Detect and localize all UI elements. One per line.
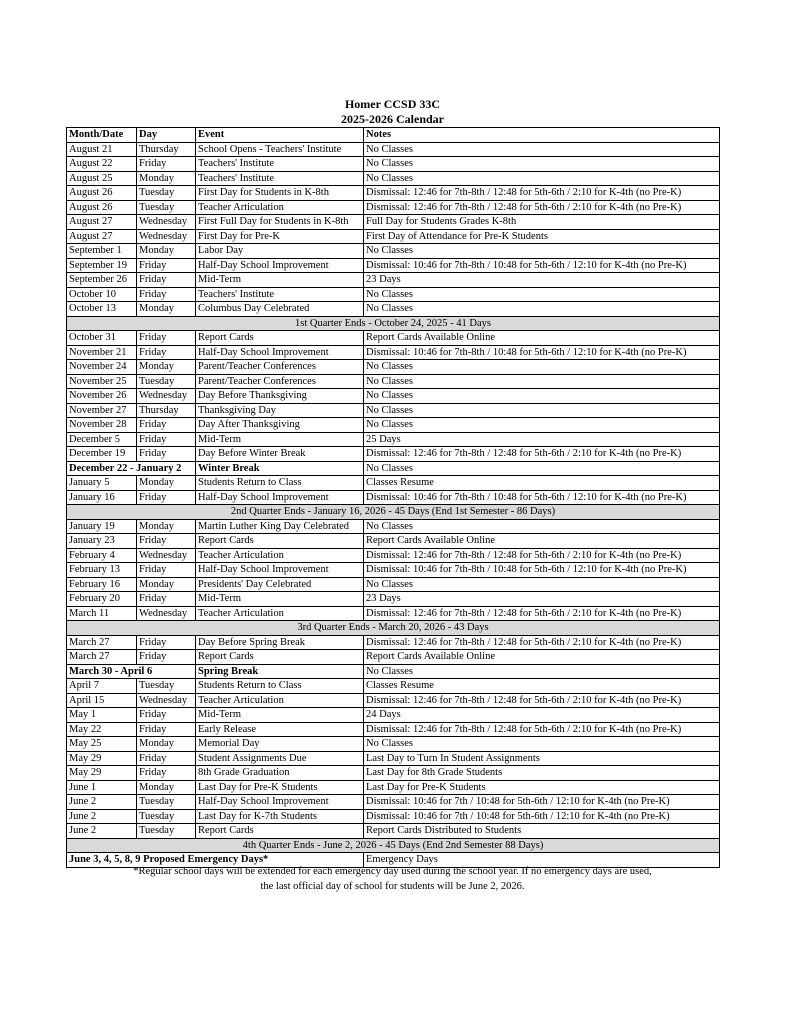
cell-day: Friday: [137, 287, 196, 302]
cell-day: Wednesday: [137, 548, 196, 563]
cell-day: Friday: [137, 157, 196, 172]
cell-event: Mid-Term: [196, 273, 364, 288]
cell-event: Report Cards: [196, 824, 364, 839]
cell-date: August 26: [67, 186, 137, 201]
cell-event: Report Cards: [196, 534, 364, 549]
table-row: [67, 693, 720, 708]
cell-date: August 25: [67, 171, 137, 186]
cell-date: August 27: [67, 215, 137, 230]
cell-day: Thursday: [137, 142, 196, 157]
cell-date: August 21: [67, 142, 137, 157]
table-row: [67, 534, 720, 549]
cell-day: Tuesday: [137, 200, 196, 215]
cell-event: Teacher Articulation: [196, 606, 364, 621]
cell-day: Tuesday: [137, 186, 196, 201]
cell-event: Columbus Day Celebrated: [196, 302, 364, 317]
table-row: [67, 229, 720, 244]
cell-date: October 13: [67, 302, 137, 317]
table-row: [67, 157, 720, 172]
cell-event: Labor Day: [196, 244, 364, 259]
cell-day: Monday: [137, 171, 196, 186]
cell-date: May 1: [67, 708, 137, 723]
cell-event: Thanksgiving Day: [196, 403, 364, 418]
cell-notes: Report Cards Available Online: [364, 650, 720, 665]
table-row: [67, 577, 720, 592]
cell-event: Report Cards: [196, 331, 364, 346]
cell-event: Half-Day School Improvement: [196, 490, 364, 505]
cell-notes: Dismissal: 12:46 for 7th-8th / 12:48 for 5th-6th / 2:10 for K-4th (no Pre-K): [364, 693, 720, 708]
table-row: [67, 737, 720, 752]
cell-date: December 22 - January 2: [67, 461, 196, 476]
cell-date: August 22: [67, 157, 137, 172]
cell-day: Wednesday: [137, 229, 196, 244]
cell-event: Teachers' Institute: [196, 157, 364, 172]
quarter-summary-row: [67, 316, 720, 331]
cell-event: Half-Day School Improvement: [196, 345, 364, 360]
cell-event: First Full Day for Students in K-8th: [196, 215, 364, 230]
cell-notes: No Classes: [364, 244, 720, 259]
calendar-title: [66, 97, 719, 127]
table-row: [67, 302, 720, 317]
cell-notes: Dismissal: 12:46 for 7th-8th / 12:48 for 5th-6th / 2:10 for K-4th (no Pre-K): [364, 447, 720, 462]
footnote-line-1: *Regular school days will be extended for each emergency day used during the school year. If no emergency days are used,: [133, 866, 652, 877]
cell-event: Mid-Term: [196, 592, 364, 607]
cell-day: Friday: [137, 708, 196, 723]
cell-date: May 22: [67, 722, 137, 737]
cell-notes: Last Day to Turn In Student Assignments: [364, 751, 720, 766]
table-row: [67, 606, 720, 621]
cell-notes: No Classes: [364, 519, 720, 534]
cell-day: Wednesday: [137, 693, 196, 708]
cell-day: Friday: [137, 592, 196, 607]
cell-day: Monday: [137, 780, 196, 795]
cell-day: Friday: [137, 563, 196, 578]
cell-notes: Last Day for 8th Grade Students: [364, 766, 720, 781]
table-row: [67, 258, 720, 273]
table-row: [67, 664, 720, 679]
table-row: [67, 548, 720, 563]
cell-date: April 7: [67, 679, 137, 694]
cell-event: Mid-Term: [196, 432, 364, 447]
table-row: [67, 360, 720, 375]
cell-notes: No Classes: [364, 171, 720, 186]
cell-day: Thursday: [137, 403, 196, 418]
cell-event: School Opens - Teachers' Institute: [196, 142, 364, 157]
district-name: Homer CCSD 33C: [344, 97, 441, 111]
cell-date: February 16: [67, 577, 137, 592]
cell-day: Wednesday: [137, 606, 196, 621]
cell-day: Monday: [137, 737, 196, 752]
cell-event: Early Release: [196, 722, 364, 737]
cell-date: February 13: [67, 563, 137, 578]
cell-date: November 21: [67, 345, 137, 360]
cell-day: Tuesday: [137, 809, 196, 824]
cell-day: Friday: [137, 345, 196, 360]
table-row: [67, 490, 720, 505]
cell-date: September 26: [67, 273, 137, 288]
header-notes: Notes: [364, 128, 720, 143]
cell-event: Half-Day School Improvement: [196, 258, 364, 273]
cell-day: Monday: [137, 519, 196, 534]
cell-date: March 27: [67, 635, 137, 650]
table-row: [67, 563, 720, 578]
table-row: [67, 722, 720, 737]
cell-day: Friday: [137, 650, 196, 665]
table-row: [67, 447, 720, 462]
table-row: [67, 650, 720, 665]
quarter-summary-row: [67, 505, 720, 520]
table-row: [67, 461, 720, 476]
table-row: [67, 186, 720, 201]
cell-event: Half-Day School Improvement: [196, 795, 364, 810]
cell-date: April 15: [67, 693, 137, 708]
cell-notes: Report Cards Distributed to Students: [364, 824, 720, 839]
cell-notes: No Classes: [364, 287, 720, 302]
cell-date: May 25: [67, 737, 137, 752]
cell-date: October 10: [67, 287, 137, 302]
cell-date: December 19: [67, 447, 137, 462]
cell-day: Friday: [137, 490, 196, 505]
cell-event: Teacher Articulation: [196, 693, 364, 708]
cell-notes: 23 Days: [364, 592, 720, 607]
cell-notes: Classes Resume: [364, 476, 720, 491]
cell-date: January 23: [67, 534, 137, 549]
cell-date: February 4: [67, 548, 137, 563]
header-event: Event: [196, 128, 364, 143]
table-row: [67, 244, 720, 259]
quarter-summary-text: 4th Quarter Ends - June 2, 2026 - 45 Days (End 2nd Semester 88 Days): [67, 838, 720, 853]
cell-day: Wednesday: [137, 389, 196, 404]
cell-event: Last Day for Pre-K Students: [196, 780, 364, 795]
cell-notes: No Classes: [364, 360, 720, 375]
cell-event: Teachers' Institute: [196, 287, 364, 302]
table-row: [67, 592, 720, 607]
cell-date: March 27: [67, 650, 137, 665]
table-row: [67, 200, 720, 215]
cell-date: May 29: [67, 766, 137, 781]
cell-event: Last Day for K-7th Students: [196, 809, 364, 824]
cell-notes: No Classes: [364, 664, 720, 679]
table-row: [67, 273, 720, 288]
cell-notes: Last Day for Pre-K Students: [364, 780, 720, 795]
cell-event: Spring Break: [196, 664, 364, 679]
cell-notes: No Classes: [364, 418, 720, 433]
cell-notes: No Classes: [364, 374, 720, 389]
cell-day: Monday: [137, 244, 196, 259]
cell-notes: Classes Resume: [364, 679, 720, 694]
calendar-table: [66, 127, 720, 868]
cell-event: First Day for Students in K-8th: [196, 186, 364, 201]
quarter-summary-row: [67, 621, 720, 636]
cell-day: Tuesday: [137, 824, 196, 839]
cell-notes: 25 Days: [364, 432, 720, 447]
table-row: [67, 708, 720, 723]
cell-notes: No Classes: [364, 302, 720, 317]
cell-day: Monday: [137, 577, 196, 592]
quarter-summary-text: 3rd Quarter Ends - March 20, 2026 - 43 Days: [67, 621, 720, 636]
cell-event: Half-Day School Improvement: [196, 563, 364, 578]
cell-notes: No Classes: [364, 142, 720, 157]
cell-event: Winter Break: [196, 461, 364, 476]
cell-event: Students Return to Class: [196, 679, 364, 694]
cell-notes: Dismissal: 12:46 for 7th-8th / 12:48 for 5th-6th / 2:10 for K-4th (no Pre-K): [364, 200, 720, 215]
quarter-summary-row: [67, 838, 720, 853]
cell-date: September 19: [67, 258, 137, 273]
cell-date: May 29: [67, 751, 137, 766]
cell-event: Teacher Articulation: [196, 200, 364, 215]
cell-day: Friday: [137, 432, 196, 447]
table-row: [67, 635, 720, 650]
cell-event: Mid-Term: [196, 708, 364, 723]
table-row: [67, 215, 720, 230]
table-row: [67, 809, 720, 824]
cell-notes: Full Day for Students Grades K-8th: [364, 215, 720, 230]
cell-notes: No Classes: [364, 577, 720, 592]
cell-day: Friday: [137, 635, 196, 650]
cell-notes: Dismissal: 10:46 for 7th-8th / 10:48 for 5th-6th / 12:10 for K-4th (no Pre-K): [364, 258, 720, 273]
cell-event: Parent/Teacher Conferences: [196, 374, 364, 389]
cell-date: November 28: [67, 418, 137, 433]
cell-notes: No Classes: [364, 389, 720, 404]
cell-notes: No Classes: [364, 157, 720, 172]
cell-event: Report Cards: [196, 650, 364, 665]
quarter-summary-text: 2nd Quarter Ends - January 16, 2026 - 45 Days (End 1st Semester - 86 Days): [67, 505, 720, 520]
table-row: [67, 824, 720, 839]
table-row: [67, 432, 720, 447]
table-row: [67, 766, 720, 781]
cell-event: Day Before Winter Break: [196, 447, 364, 462]
cell-event: Day Before Thanksgiving: [196, 389, 364, 404]
cell-event: Teachers' Institute: [196, 171, 364, 186]
cell-event: 8th Grade Graduation: [196, 766, 364, 781]
cell-day: Tuesday: [137, 374, 196, 389]
cell-event: Parent/Teacher Conferences: [196, 360, 364, 375]
cell-notes: 24 Days: [364, 708, 720, 723]
cell-notes: Report Cards Available Online: [364, 331, 720, 346]
footnote: [66, 864, 719, 894]
cell-event: Memorial Day: [196, 737, 364, 752]
cell-date: June 2: [67, 809, 137, 824]
table-row: [67, 389, 720, 404]
cell-day: Wednesday: [137, 215, 196, 230]
table-header-row: [67, 128, 720, 143]
cell-notes: First Day of Attendance for Pre-K Students: [364, 229, 720, 244]
cell-event: Day After Thanksgiving: [196, 418, 364, 433]
quarter-summary-text: 1st Quarter Ends - October 24, 2025 - 41 Days: [67, 316, 720, 331]
cell-day: Tuesday: [137, 795, 196, 810]
cell-day: Tuesday: [137, 679, 196, 694]
cell-notes: Dismissal: 10:46 for 7th / 10:48 for 5th-6th / 12:10 for K-4th (no Pre-K): [364, 809, 720, 824]
cell-day: Friday: [137, 273, 196, 288]
cell-notes: No Classes: [364, 461, 720, 476]
cell-event: Students Return to Class: [196, 476, 364, 491]
cell-notes: Dismissal: 10:46 for 7th / 10:48 for 5th-6th / 12:10 for K-4th (no Pre-K): [364, 795, 720, 810]
cell-date: September 1: [67, 244, 137, 259]
cell-date: November 26: [67, 389, 137, 404]
cell-date: January 16: [67, 490, 137, 505]
table-row: [67, 751, 720, 766]
table-row: [67, 476, 720, 491]
cell-date: March 11: [67, 606, 137, 621]
cell-notes: Dismissal: 12:46 for 7th-8th / 12:48 for 5th-6th / 2:10 for K-4th (no Pre-K): [364, 186, 720, 201]
cell-day: Friday: [137, 447, 196, 462]
cell-notes: No Classes: [364, 403, 720, 418]
cell-date: June 1: [67, 780, 137, 795]
header-month-date: Month/Date: [67, 128, 137, 143]
cell-notes: Dismissal: 12:46 for 7th-8th / 12:48 for 5th-6th / 2:10 for K-4th (no Pre-K): [364, 606, 720, 621]
cell-date: January 19: [67, 519, 137, 534]
cell-date: November 25: [67, 374, 137, 389]
cell-notes: Dismissal: 10:46 for 7th-8th / 10:48 for 5th-6th / 12:10 for K-4th (no Pre-K): [364, 563, 720, 578]
cell-event: Martin Luther King Day Celebrated: [196, 519, 364, 534]
cell-date: February 20: [67, 592, 137, 607]
cell-day: Monday: [137, 302, 196, 317]
cell-notes: Report Cards Available Online: [364, 534, 720, 549]
table-row: [67, 679, 720, 694]
cell-date: June 2: [67, 824, 137, 839]
cell-date: June 2: [67, 795, 137, 810]
cell-date: August 27: [67, 229, 137, 244]
cell-date: November 24: [67, 360, 137, 375]
calendar-year: 2025-2026 Calendar: [341, 112, 444, 126]
table-row: [67, 519, 720, 534]
table-row: [67, 795, 720, 810]
cell-notes: Dismissal: 12:46 for 7th-8th / 12:48 for 5th-6th / 2:10 for K-4th (no Pre-K): [364, 722, 720, 737]
cell-day: Monday: [137, 360, 196, 375]
cell-day: Friday: [137, 722, 196, 737]
cell-date: August 26: [67, 200, 137, 215]
table-row: [67, 780, 720, 795]
cell-day: Friday: [137, 418, 196, 433]
cell-notes: Dismissal: 12:46 for 7th-8th / 12:48 for 5th-6th / 2:10 for K-4th (no Pre-K): [364, 548, 720, 563]
cell-date: November 27: [67, 403, 137, 418]
cell-date: January 5: [67, 476, 137, 491]
cell-event: Teacher Articulation: [196, 548, 364, 563]
cell-day: Friday: [137, 751, 196, 766]
cell-event: First Day for Pre-K: [196, 229, 364, 244]
cell-day: Friday: [137, 766, 196, 781]
table-row: [67, 331, 720, 346]
cell-event: Presidents' Day Celebrated: [196, 577, 364, 592]
table-row: [67, 374, 720, 389]
cell-notes: Dismissal: 10:46 for 7th-8th / 10:48 for 5th-6th / 12:10 for K-4th (no Pre-K): [364, 490, 720, 505]
emergency-days-text: June 3, 4, 5, 8, 9 Proposed Emergency Days*: [67, 853, 364, 868]
table-row: [67, 171, 720, 186]
cell-event: Student Assignments Due: [196, 751, 364, 766]
table-row: [67, 287, 720, 302]
cell-event: Day Before Spring Break: [196, 635, 364, 650]
table-row: [67, 345, 720, 360]
table-row: [67, 418, 720, 433]
cell-day: Friday: [137, 258, 196, 273]
cell-day: Monday: [137, 476, 196, 491]
header-day: Day: [137, 128, 196, 143]
cell-date: October 31: [67, 331, 137, 346]
cell-notes: No Classes: [364, 737, 720, 752]
cell-notes: Emergency Days: [364, 853, 720, 868]
cell-date: December 5: [67, 432, 137, 447]
table-row: [67, 403, 720, 418]
cell-day: Friday: [137, 534, 196, 549]
cell-day: Friday: [137, 331, 196, 346]
cell-notes: 23 Days: [364, 273, 720, 288]
footnote-line-2: the last official day of school for students will be June 2, 2026.: [260, 881, 525, 892]
cell-notes: Dismissal: 12:46 for 7th-8th / 12:48 for 5th-6th / 2:10 for K-4th (no Pre-K): [364, 635, 720, 650]
calendar-body: [67, 142, 720, 867]
cell-notes: Dismissal: 10:46 for 7th-8th / 10:48 for 5th-6th / 12:10 for K-4th (no Pre-K): [364, 345, 720, 360]
table-row: [67, 142, 720, 157]
cell-date: March 30 - April 6: [67, 664, 196, 679]
